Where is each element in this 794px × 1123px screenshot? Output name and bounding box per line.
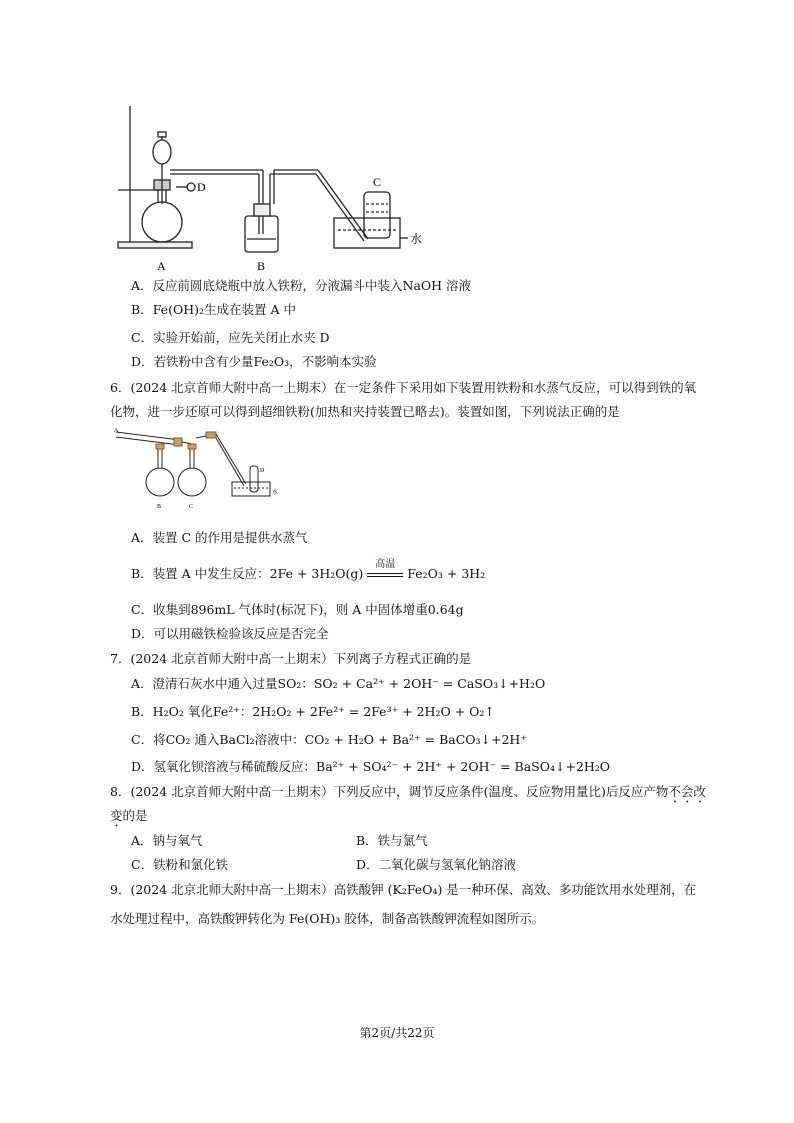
- q8-emphasis-text: 不会改: [668, 784, 706, 799]
- q8-stem-text-2: 的是: [122, 808, 148, 823]
- q9-stem-line2: 水处理过程中，高铁酸钾转化为 Fe(OH)₃ 胶体，制备高铁酸钾流程如图所示。: [110, 911, 545, 926]
- q6-option-b-equation-right: Fe₂O₃ + 3H₂: [407, 566, 486, 581]
- q7-option-b: B．H₂O₂ 氧化Fe²⁺：2H₂O₂ + 2Fe²⁺ = 2Fe³⁺ + 2H₂O + O₂↑: [131, 704, 495, 719]
- q5-option-c: C．实验开始前，应先关闭止水夹 D: [131, 330, 330, 345]
- q8-option-b: B．铁与氯气: [356, 833, 428, 848]
- q6-option-d: D．可以用磁铁检验该反应是否完全: [131, 626, 329, 641]
- q8-emphasis-text-2: 变: [110, 808, 123, 823]
- q8-option-a: A．钠与氧气: [131, 833, 203, 848]
- q8-stem-line1: [110, 784, 706, 806]
- q7-option-a: A．澄清石灰水中通入过量SO₂：SO₂ + Ca²⁺ + 2OH⁻ = CaSO₃↓+H₂O: [131, 676, 546, 691]
- q5-option-b-text: 生成在装置 A 中: [204, 302, 296, 317]
- fig2-label-b: B: [157, 504, 162, 510]
- q6-option-a: A．装置 C 的作用是提供水蒸气: [131, 530, 308, 545]
- page-footer: 第2页/共22页: [359, 1026, 435, 1040]
- fig1-label-water: 水: [410, 232, 423, 246]
- fig1-label-d: D: [197, 180, 206, 194]
- q6-option-b-equation-left: 2Fe + 3H₂O(g): [269, 566, 364, 581]
- fig2-label-water: 水: [272, 490, 279, 496]
- q7-stem: 7．(2024 北京首师大附中高一上期末）下列离子方程式正确的是: [110, 651, 472, 666]
- fig1-label-c: C: [373, 175, 382, 189]
- q6-option-b-prefix: B．装置 A 中发生反应：: [131, 566, 270, 581]
- q8-stem-line2: [110, 808, 148, 830]
- q5-option-b: [131, 302, 296, 318]
- q8-option-c: C．铁粉和氯化铁: [131, 857, 229, 872]
- apparatus-figure-2: [112, 424, 287, 520]
- q7-option-d: D．氢氧化钡溶液与稀硫酸反应：Ba²⁺ + SO₄²⁻ + 2H⁺ + 2OH⁻ = BaSO₄↓+2H₂O: [131, 759, 611, 774]
- q5-option-d: D．若铁粉中含有少量Fe₂O₃，不影响本实验: [131, 354, 377, 369]
- q6-reaction-condition: [367, 558, 403, 577]
- q6-stem-line1: 6．(2024 北京首师大附中高一上期末）在一定条件下采用如下装置用铁粉和水蒸气反应，可以得到铁的氧: [110, 380, 697, 395]
- q8-stem-text: 8．(2024 北京首师大附中高一上期末）下列反应中，调节反应条件(温度、反应物用量比)后反应产物: [110, 784, 669, 799]
- q7-option-c: C．将CO₂ 通入BaCl₂溶液中：CO₂ + H₂O + Ba²⁺ = BaCO₃↓+2H⁺: [131, 732, 527, 747]
- q5-option-a: A．反应前圆底烧瓶中放入铁粉，分液漏斗中装入NaOH 溶液: [131, 278, 472, 293]
- q6-option-c: C．收集到896mL 气体时(标况下)，则 A 中固体增重0.64g: [131, 602, 464, 617]
- fig1-label-b: B: [257, 259, 266, 273]
- q5-option-b-prefix: B．: [131, 302, 153, 317]
- fig2-label-a: A: [114, 428, 119, 434]
- fig2-label-d: D: [260, 468, 265, 474]
- apparatus-figure-1: [108, 104, 438, 274]
- fig2-label-c: C: [189, 504, 194, 510]
- q8-option-d: D．二氧化碳与氢氧化钠溶液: [356, 857, 517, 872]
- q9-stem-line1: 9．(2024 北京北师大附中高一上期末）高铁酸钾 (K₂FeO₄) 是一种环保、高效、多功能饮用水处理剂，在: [110, 882, 697, 897]
- fig1-label-a: A: [157, 259, 166, 273]
- q6-condition-text: 高温: [375, 558, 396, 570]
- q6-option-b: [131, 558, 486, 582]
- q6-stem-line2: 化物，进一步还原可以得到超细铁粉(加热和夹持装置已略去)。装置如图，下列说法正确的是: [110, 404, 620, 419]
- q5-option-b-formula: Fe(OH)₂: [152, 302, 204, 317]
